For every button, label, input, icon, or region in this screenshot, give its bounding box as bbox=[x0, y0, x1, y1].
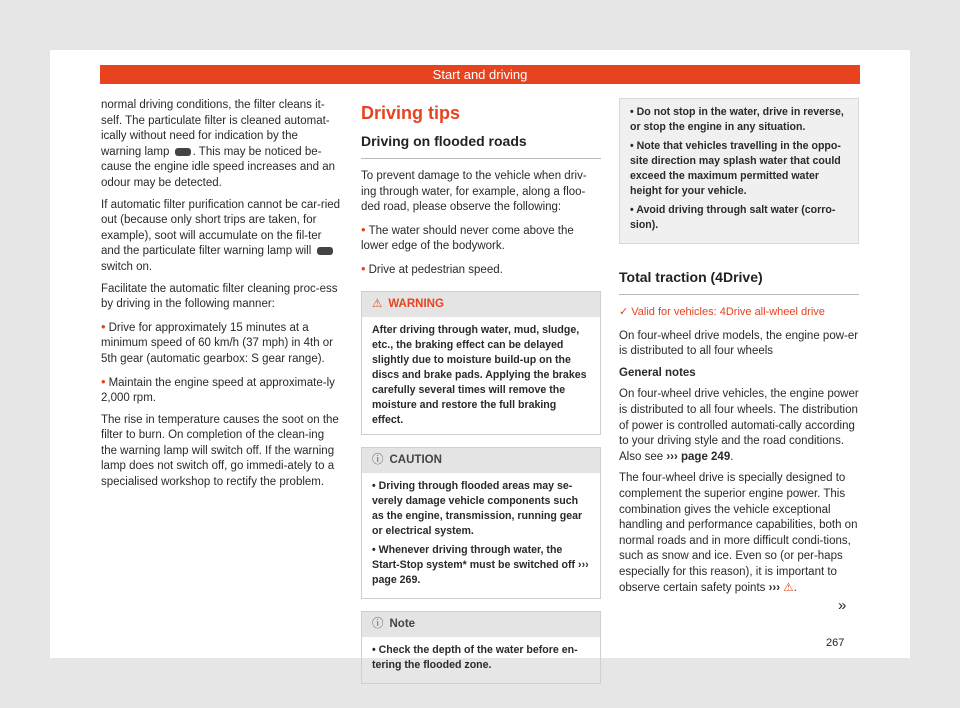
particulate-filter-lamp-icon bbox=[175, 148, 191, 156]
caution-body bbox=[362, 473, 600, 598]
paragraph: On four-wheel drive vehicles, the engine power is distributed to all four wheels. The distribution of power is controlled automati-cally according to your driving style and the road conditions. Also see ››› page 249. bbox=[619, 388, 859, 463]
column-2 bbox=[361, 98, 601, 696]
particulate-filter-lamp-icon bbox=[317, 247, 333, 255]
bullet-icon: • bbox=[361, 260, 366, 276]
paragraph: If automatic filter purification cannot be car-ried out (because only short trips are taken, for example), soot will accumulate on the fil-ter and the particulate filter warning lamp will switch on. bbox=[101, 198, 341, 273]
subsection-title: Total traction (4Drive) bbox=[619, 268, 859, 295]
warning-box bbox=[361, 291, 601, 435]
page-link[interactable]: ››› page 269. bbox=[372, 558, 589, 586]
list-item: • Drive for approximately 15 minutes at a minimum speed of 60 km/h (37 mph) in 4th or 5th gear (automatic gearbox: S gear range). bbox=[101, 318, 334, 365]
checkmark-icon: ✓ bbox=[619, 306, 629, 318]
paragraph: normal driving conditions, the filter cleans it-self. The particulate filter is cleaned automat-ically without need for indication by the warning lamp . This may be noticed be-cause the engine idle speed increases and an odour may be detected. bbox=[101, 99, 336, 189]
column-1 bbox=[101, 98, 341, 497]
subheading: General notes bbox=[619, 366, 696, 379]
page-number: 267 bbox=[826, 637, 845, 649]
subsection-title: Driving on flooded roads bbox=[361, 132, 601, 159]
bullet-icon: • bbox=[101, 318, 106, 334]
warning-text: After driving through water, mud, sludge, etc., the braking effect can be delayed slightly due to moisture build-up on the discs and brake pads. Applying the brakes carefully several times will remove the moisture and restore the full braking effect. bbox=[372, 323, 587, 426]
validity-note: ✓ Valid for vehicles: 4Drive all-wheel drive bbox=[619, 306, 825, 318]
page-link[interactable]: ››› page 249 bbox=[666, 450, 731, 463]
list-item: • Maintain the engine speed at approximate-ly 2,000 rpm. bbox=[101, 373, 335, 405]
paragraph: On four-wheel drive models, the engine pow-er is distributed to all four wheels bbox=[619, 329, 859, 358]
list-item: • Note that vehicles travelling in the oppo-site direction may splash water that could exceed the maximum permitted water height for your vehicle. bbox=[630, 140, 841, 197]
caution-box bbox=[361, 447, 601, 599]
note-header: ⓘ Note bbox=[362, 612, 600, 637]
bullet-icon: • bbox=[361, 221, 366, 237]
list-item: • The water should never come above the lower edge of the bodywork. bbox=[361, 221, 574, 253]
continue-mark: » bbox=[838, 597, 847, 614]
caution-header: ⓘ CAUTION bbox=[362, 448, 600, 473]
list-item: • Check the depth of the water before en-tering the flooded zone. bbox=[372, 643, 578, 671]
list-item: • Driving through flooded areas may se-verely damage vehicle components such as the engine, transmission, running gear or electrical system. bbox=[372, 479, 583, 537]
section-title: Driving tips bbox=[361, 103, 461, 123]
note-body bbox=[362, 637, 600, 683]
paragraph: The rise in temperature causes the soot on the filter to burn. On completion of the clean-ing the warning lamp will switch off. If the warning lamp does not switch off, go immedi-ately to a specialised workshop to rectify the problem. bbox=[101, 413, 339, 489]
note-icon: ⓘ bbox=[372, 617, 384, 630]
info-circle-icon: ⓘ bbox=[372, 453, 384, 466]
note-box bbox=[361, 611, 601, 684]
continued-warning-box bbox=[619, 98, 859, 244]
list-item: • Avoid driving through salt water (corro-sion). bbox=[630, 204, 836, 231]
section-header: Start and driving bbox=[100, 65, 860, 84]
paragraph: To prevent damage to the vehicle when driv-ing through water, for example, along a floo-ded road, please observe the following: bbox=[361, 170, 587, 214]
paragraph: Facilitate the automatic filter cleaning proc-ess by driving in the following manner: bbox=[101, 282, 338, 311]
warning-link[interactable]: ››› bbox=[768, 581, 781, 594]
list-item: • Drive at pedestrian speed. bbox=[361, 260, 503, 276]
warning-header: ⚠ WARNING bbox=[362, 292, 600, 317]
warning-triangle-icon: ⚠ bbox=[372, 297, 383, 310]
list-item: • Do not stop in the water, drive in reverse, or stop the engine in any situation. bbox=[630, 106, 844, 133]
bullet-icon: • bbox=[101, 373, 106, 389]
list-item: • Whenever driving through water, the Start-Stop system* must be switched off ››› page 269. bbox=[372, 543, 589, 586]
paragraph: The four-wheel drive is specially designed to complement the superior engine power. This combination gives the vehicle exceptional handling and performance capabilities, both on normal roads and in more difficult condi-tions, such as snow and ice. Even so (or per-haps especially for this reason), it is important to observe certain safety points ››› ⚠. bbox=[619, 472, 858, 594]
column-3 bbox=[619, 98, 859, 602]
warning-triangle-icon: ⚠ bbox=[783, 581, 794, 594]
